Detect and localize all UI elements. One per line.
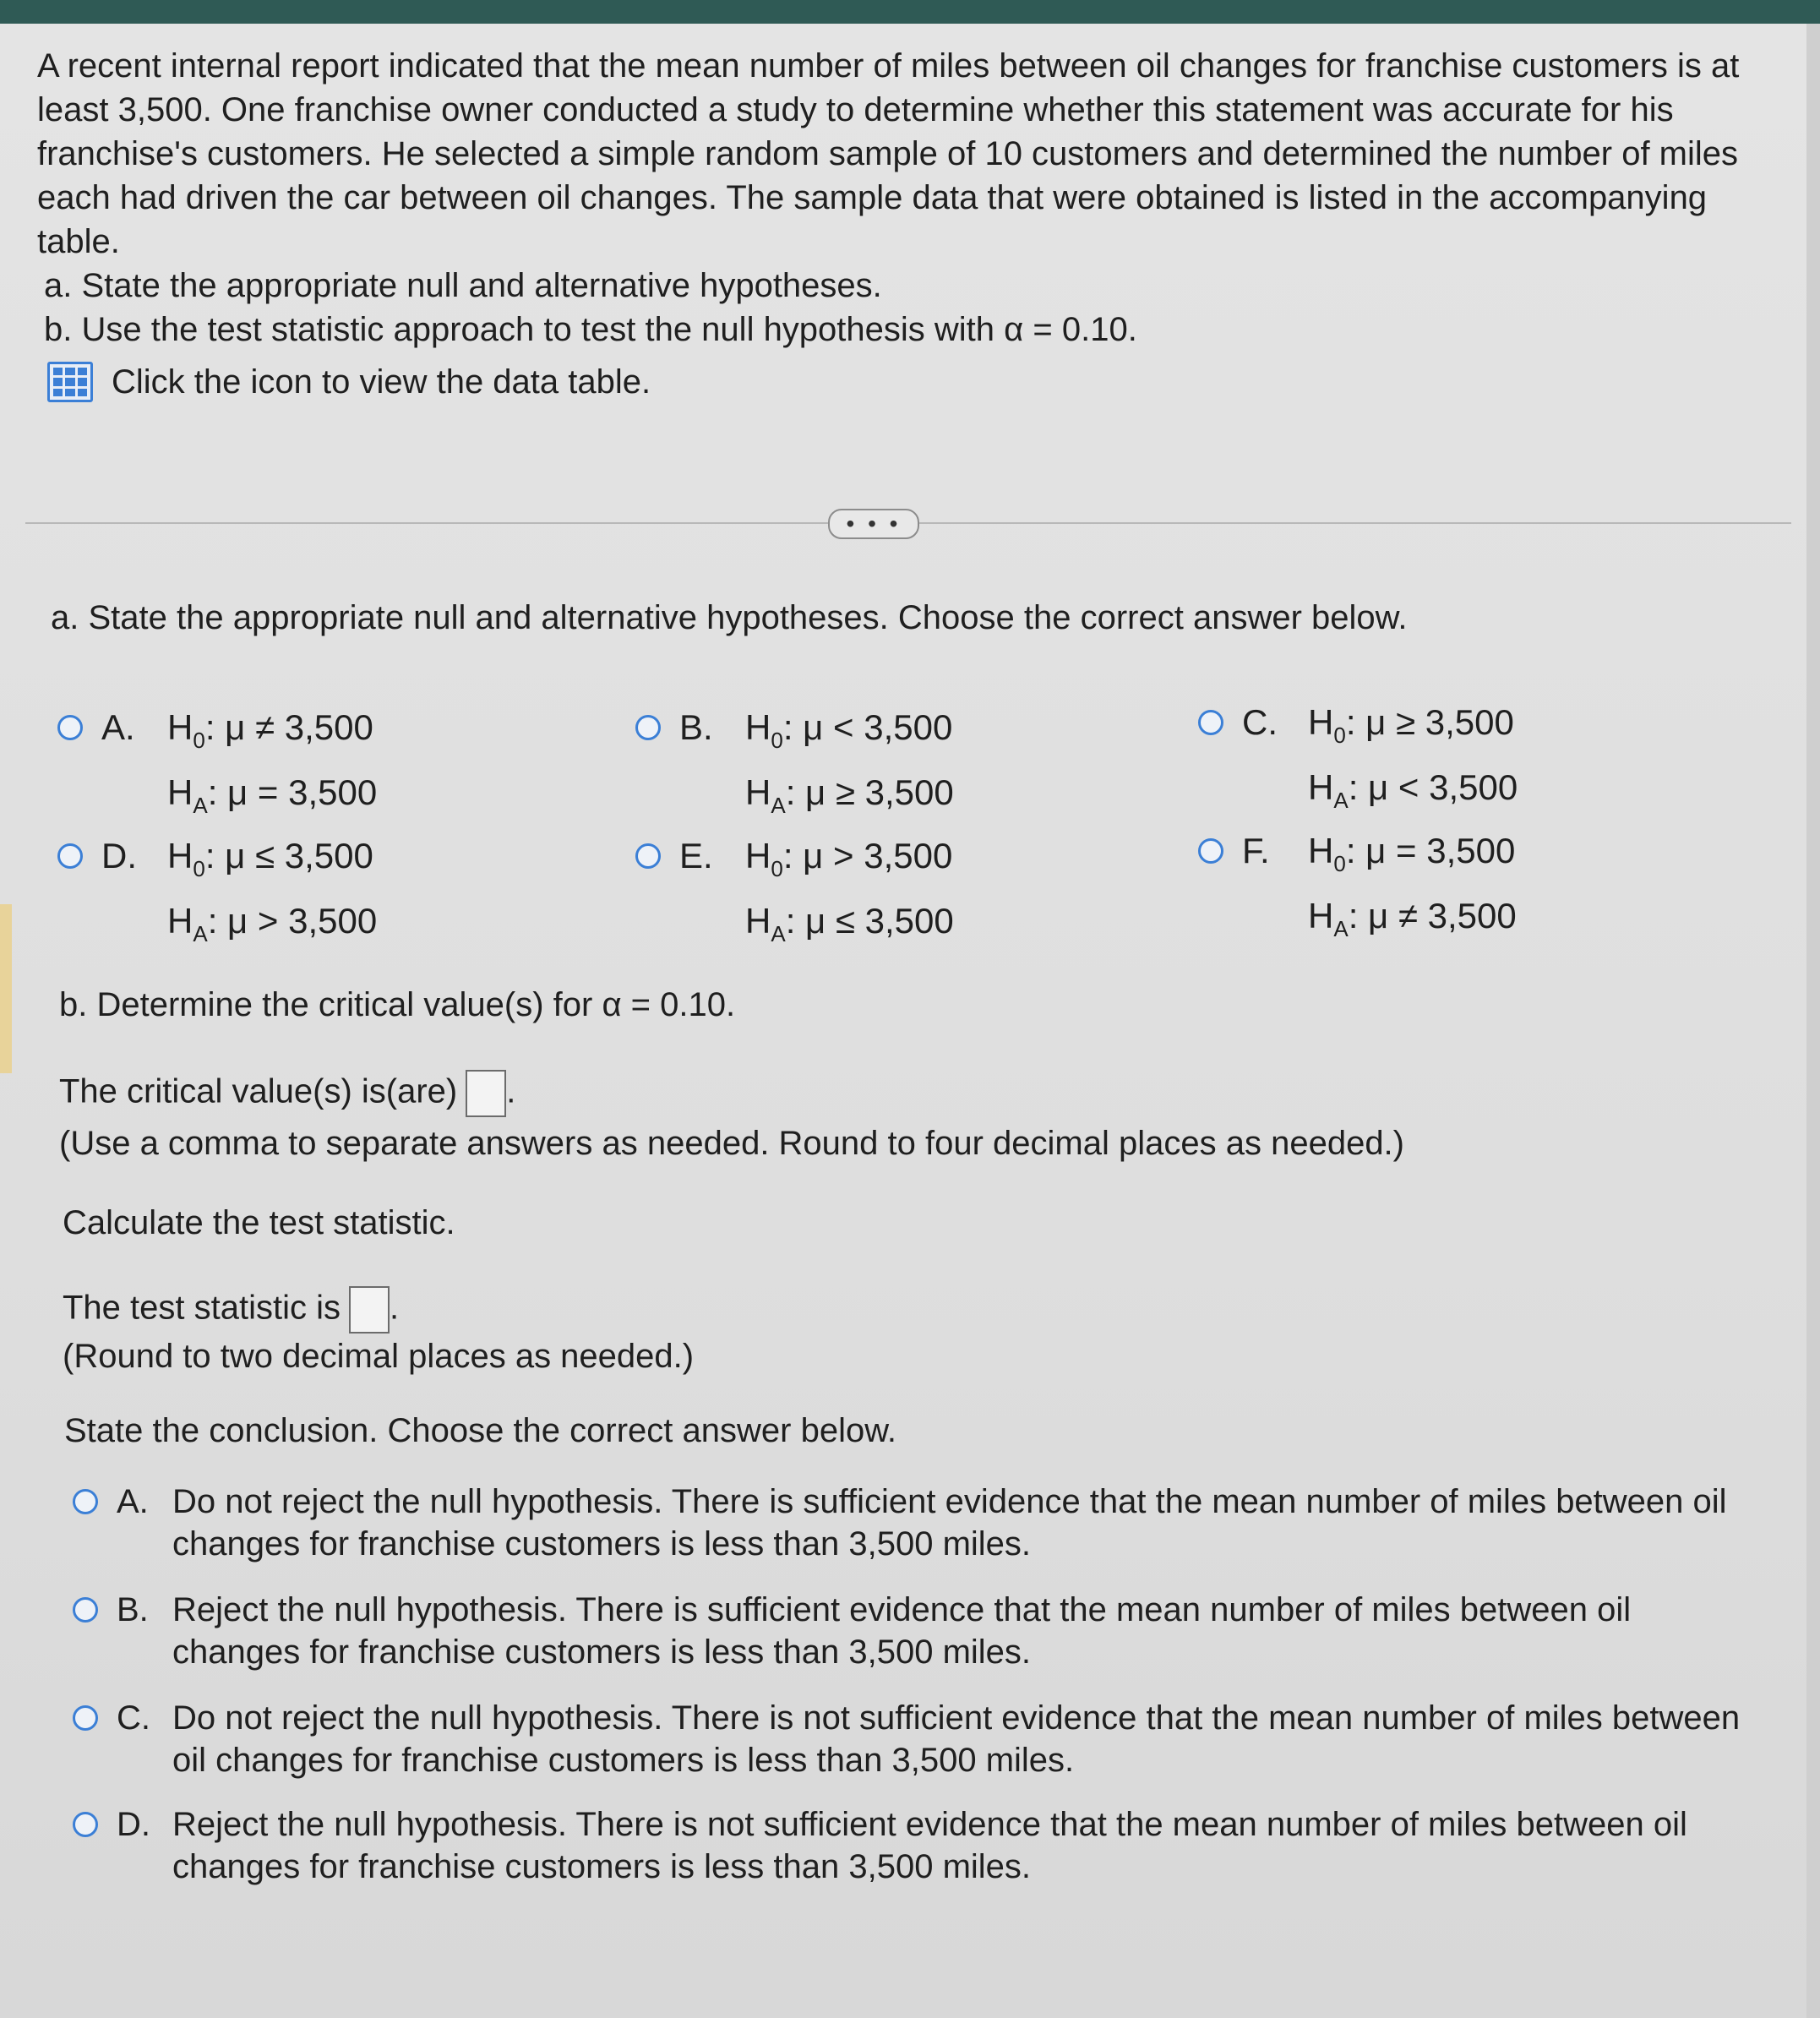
conclusion-option-d[interactable]: D. Reject the null hypothesis. There is not sufficient evidence that the mean number of miles between oil changes for franchise customers is less than 3,500 miles. — [73, 1803, 1763, 1888]
test-statistic-input[interactable] — [349, 1286, 390, 1334]
hyp-option-e[interactable]: E. $H_0$: μ > 3,500 $H_A$: μ ≤ 3,500 — [635, 830, 954, 960]
critical-value-hint: (Use a comma to separate answers as needed. Round to four decimal places as needed.) — [59, 1125, 1404, 1162]
critical-value-label: The critical value(s) is(are) — [59, 1072, 458, 1110]
radio-a[interactable] — [57, 715, 83, 740]
radio-f[interactable] — [1198, 838, 1223, 864]
top-bar — [0, 0, 1820, 24]
conclusion-radio-c[interactable] — [73, 1705, 98, 1731]
data-table-link-label[interactable]: Click the icon to view the data table. — [112, 363, 651, 401]
test-statistic-row: The test statistic is . — [63, 1286, 399, 1334]
hyp-option-b[interactable]: B. $H_0$: μ < 3,500 $H_A$: μ ≥ 3,500 — [635, 701, 954, 832]
radio-c[interactable] — [1198, 710, 1223, 735]
left-edge-marker — [0, 904, 12, 1073]
question-intro — [37, 44, 1778, 404]
conclusion-option-b[interactable]: B. Reject the null hypothesis. There is sufficient evidence that the mean number of miles between oil changes for franchise customers is less than 3,500 miles. — [73, 1589, 1763, 1673]
hyp-option-f[interactable]: F. $H_0$: μ = 3,500 $H_A$: μ ≠ 3,500 — [1198, 825, 1517, 955]
intro-part-a: a. State the appropriate null and alternative hypotheses. — [44, 267, 882, 304]
conclusion-option-a[interactable]: A. Do not reject the null hypothesis. There is sufficient evidence that the mean number of miles between oil changes for franchise customers is less than 3,500 miles. — [73, 1481, 1763, 1565]
expand-more-button[interactable]: • • • — [828, 509, 919, 539]
data-table-link[interactable] — [47, 360, 1778, 404]
conclusion-prompt: State the conclusion. Choose the correct answer below. — [64, 1412, 896, 1449]
hyp-option-c[interactable]: C. $H_0$: μ ≥ 3,500 $H_A$: μ < 3,500 — [1198, 696, 1518, 826]
radio-d[interactable] — [57, 843, 83, 869]
hyp-option-a[interactable]: A. $H_0$: μ ≠ 3,500 $H_A$: μ = 3,500 — [57, 701, 377, 832]
hyp-option-d[interactable]: D. $H_0$: μ ≤ 3,500 $H_A$: μ > 3,500 — [57, 830, 377, 960]
intro-paragraph: A recent internal report indicated that the mean number of miles between oil changes for franchise customers is at least 3,500. One franchise owner conducted a study to determine whether this statement was accurate for his franchise's customers. He selected a simple random sample of 10 customers and determined the number of miles each had driven the car between oil changes. The sample data that were obtained is listed in the accompanying table. — [37, 47, 1740, 260]
test-statistic-hint: (Round to two decimal places as needed.) — [63, 1338, 695, 1375]
radio-e[interactable] — [635, 843, 661, 869]
part-a-prompt: a. State the appropriate null and alternative hypotheses. Choose the correct answer below. — [51, 599, 1408, 636]
test-statistic-label: The test statistic is — [63, 1289, 341, 1327]
right-scroll-edge — [1806, 24, 1820, 2018]
radio-b[interactable] — [635, 715, 661, 740]
conclusion-option-c[interactable]: C. Do not reject the null hypothesis. There is not sufficient evidence that the mean number of miles between oil changes for franchise customers is less than 3,500 miles. — [73, 1697, 1763, 1781]
critical-value-row: The critical value(s) is(are) . — [59, 1070, 515, 1117]
conclusion-radio-b[interactable] — [73, 1597, 98, 1623]
data-table-icon[interactable] — [47, 362, 93, 402]
conclusion-radio-d[interactable] — [73, 1812, 98, 1837]
intro-part-b: b. Use the test statistic approach to test the null hypothesis with α = 0.10. — [44, 311, 1137, 348]
calc-test-statistic-label: Calculate the test statistic. — [63, 1204, 455, 1241]
part-b-prompt: b. Determine the critical value(s) for α = 0.10. — [59, 986, 736, 1023]
critical-value-input[interactable] — [466, 1070, 506, 1117]
conclusion-radio-a[interactable] — [73, 1489, 98, 1514]
